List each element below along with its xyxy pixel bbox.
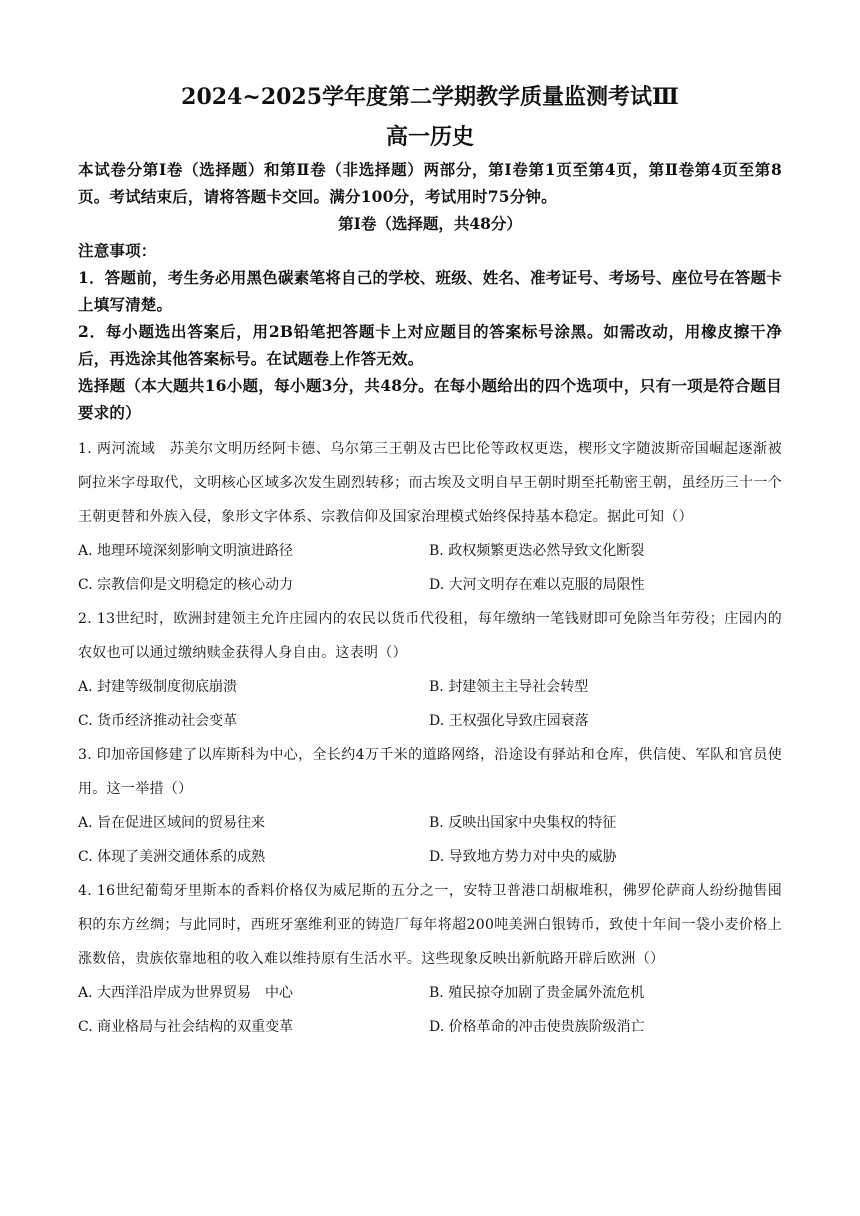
section-title: 第Ⅰ卷（选择题，共48分） bbox=[338, 214, 522, 233]
option-d: D. 导致地方势力对中央的威胁 bbox=[429, 849, 617, 865]
option-d: D. 王权强化导致庄园衰落 bbox=[429, 713, 589, 729]
option-a: A. 旨在促进区域间的贸易往来 bbox=[78, 815, 266, 831]
option-b: B. 反映出国家中央集权的特征 bbox=[429, 815, 617, 831]
option-c: C. 货币经济推动社会变革 bbox=[78, 713, 238, 729]
option-b: B. 殖民掠夺加剧了贵金属外流危机 bbox=[429, 985, 645, 1001]
option-b: B. 封建领主主导社会转型 bbox=[429, 679, 589, 695]
option-a: A. 封建等级制度彻底崩溃 bbox=[78, 679, 238, 695]
question-stem: 2. 13世纪时，欧洲封建领主允许庄园内的农民以货币代役租，每年缴纳一笔钱财即可免除当年劳役；庄园内的农奴也可以通过缴纳赎金获得人身自由。这表明（） bbox=[78, 611, 782, 661]
option-a: A. 大西洋沿岸成为世界贸易 中心 bbox=[78, 985, 294, 1001]
exam-intro: 本试卷分第Ⅰ卷（选择题）和第Ⅱ卷（非选择题）两部分，第Ⅰ卷第1页至第4页，第Ⅱ卷第4页至第8页。考试结束后，请将答题卡交回。满分100分，考试用时75分钟。 bbox=[78, 160, 782, 206]
question-options bbox=[78, 534, 782, 602]
question-4 bbox=[78, 874, 782, 1044]
option-b: B. 政权频繁更迭必然导致文化断裂 bbox=[429, 543, 645, 559]
question-stem: 3. 印加帝国修建了以库斯科为中心，全长约4万千米的道路网络，沿途设有驿站和仓库，供信使、军队和官员使用。这一举措（） bbox=[78, 747, 782, 797]
option-c: C. 宗教信仰是文明稳定的核心动力 bbox=[78, 577, 294, 593]
option-c: C. 体现了美洲交通体系的成熟 bbox=[78, 849, 266, 865]
option-d: D. 价格革命的冲击使贵族阶级消亡 bbox=[429, 1019, 645, 1035]
choice-instructions: 选择题（本大题共16小题，每小题3分，共48分。在每小题给出的四个选项中，只有一项是符合题目要求的） bbox=[78, 376, 782, 422]
note-item-2: 2．每小题选出答案后，用2B铅笔把答题卡上对应题目的答案标号涂黑。如需改动，用橡皮擦干净后，再选涂其他答案标号。在试题卷上作答无效。 bbox=[78, 322, 782, 368]
question-stem: 1. 两河流域 苏美尔文明历经阿卡德、乌尔第三王朝及古巴比伦等政权更迭，楔形文字随波斯帝国崛起逐渐被阿拉米字母取代，文明核心区域多次发生剧烈转移；而古埃及文明自早王朝时期至托勒密王朝，虽经历三十一个王朝更替和外族入侵，象形文字体系、宗教信仰及国家治理模式始终保持基本稳定。据此可知（） bbox=[78, 441, 782, 525]
option-a: A. 地理环境深刻影响文明演进路径 bbox=[78, 543, 294, 559]
exam-title: 2024~2025学年度第二学期教学质量监测考试Ⅲ bbox=[181, 84, 679, 110]
exam-page bbox=[78, 82, 782, 1044]
question-options bbox=[78, 976, 782, 1044]
question-options bbox=[78, 806, 782, 874]
question-3 bbox=[78, 738, 782, 874]
question-options bbox=[78, 670, 782, 738]
notes-heading: 注意事项： bbox=[78, 241, 157, 260]
question-1 bbox=[78, 432, 782, 602]
option-c: C. 商业格局与社会结构的双重变革 bbox=[78, 1019, 294, 1035]
question-2 bbox=[78, 602, 782, 738]
note-item-1: 1．答题前，考生务必用黑色碳素笔将自己的学校、班级、姓名、准考证号、考场号、座位号在答题卡上填写清楚。 bbox=[78, 268, 782, 314]
exam-subject: 高一历史 bbox=[385, 124, 474, 150]
question-stem: 4. 16世纪葡萄牙里斯本的香料价格仅为威尼斯的五分之一，安特卫普港口胡椒堆积，佛罗伦萨商人纷纷抛售囤积的东方丝绸；与此同时，西班牙塞维利亚的铸造厂每年将超200吨美洲白银铸币，致使十年间一袋小麦价格上涨数倍，贵族依靠地租的收入难以维持原有生活水平。这些现象反映出新航路开辟后欧洲（） bbox=[78, 883, 782, 967]
option-d: D. 大河文明存在难以克服的局限性 bbox=[429, 577, 645, 593]
